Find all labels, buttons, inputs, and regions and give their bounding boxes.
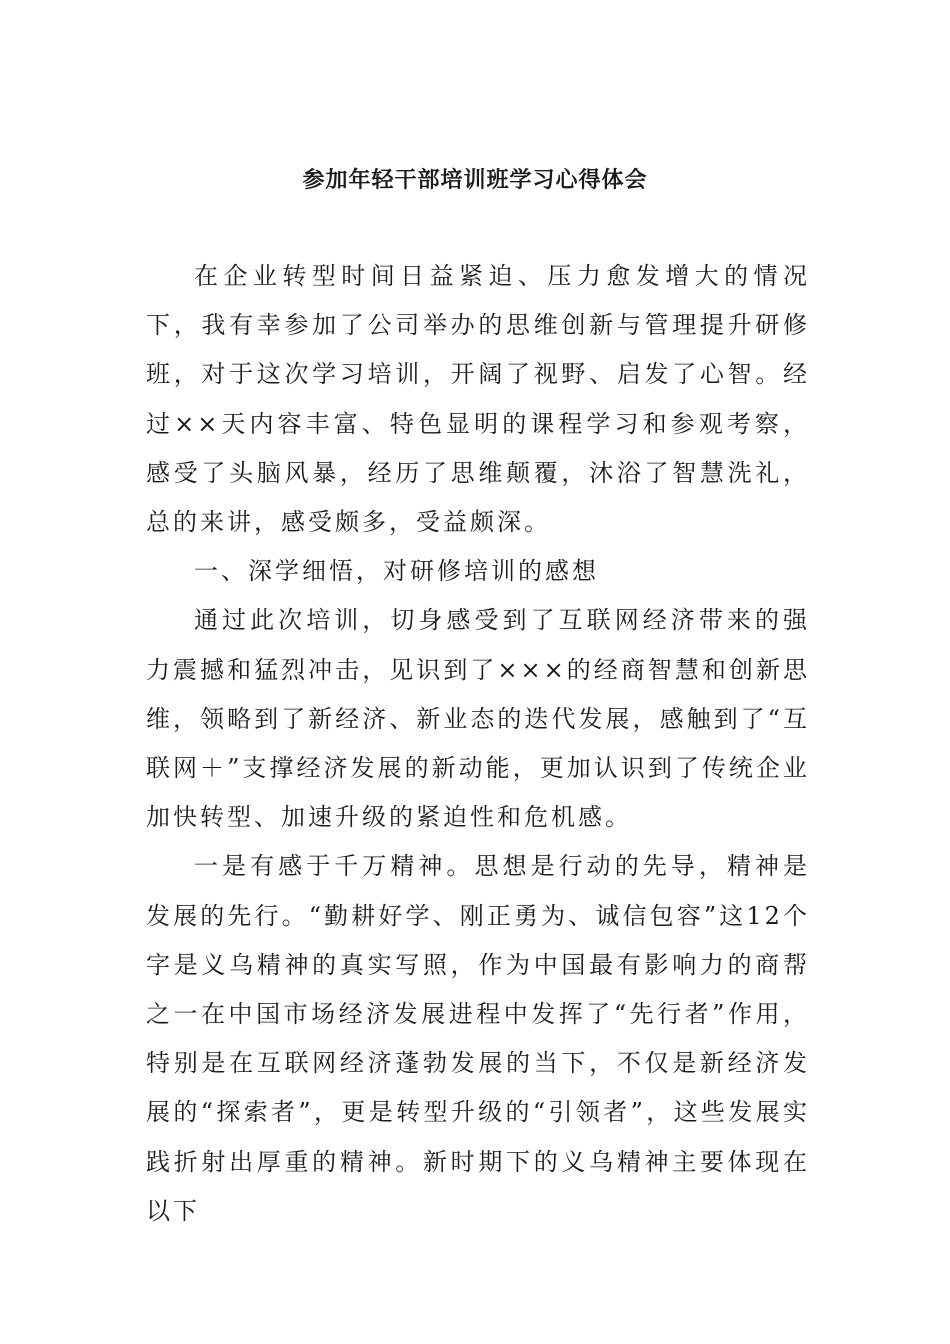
- section-heading-1: 一、深学细悟，对研修培训的感想: [194, 557, 599, 586]
- paragraph-spirit: 一是有感于千万精神。思想是行动的先导，精神是发展的先行。“勤耕好学、刚正勇为、诚信包容”这12个字是义乌精神的真实写照，作为中国最有影响力的商帮之一在中国市场经济发展进程中发挥了“先行者”作用，特别是在互联网经济蓬勃发展的当下，不仅是新经济发展的“探索者”，更是转型升级的“引领者”，这些发展实践折射出厚重的精神。新时期下的义乌精神主要体现在以下: [146, 852, 810, 1225]
- document-body: [146, 252, 810, 1236]
- document-title: 参加年轻干部培训班学习心得体会: [302, 167, 648, 193]
- paragraph-intro: 在企业转型时间日益紧迫、压力愈发增大的情况下，我有幸参加了公司举办的思维创新与管理提升研修班，对于这次学习培训，开阔了视野、启发了心智。经过××天内容丰富、特色显明的课程学习和参观考察，感受了头脑风暴，经历了思维颠覆，沐浴了智慧洗礼，总的来讲，感受颇多，受益颇深。: [146, 262, 810, 537]
- paragraph-training-impressions: 通过此次培训，切身感受到了互联网经济带来的强力震撼和猛烈冲击，见识到了×××的经商智慧和创新思维，领略到了新经济、新业态的迭代发展，感触到了“互联网＋”支撑经济发展的新动能，更加认识到了传统企业加快转型、加速升级的紧迫性和危机感。: [146, 606, 810, 832]
